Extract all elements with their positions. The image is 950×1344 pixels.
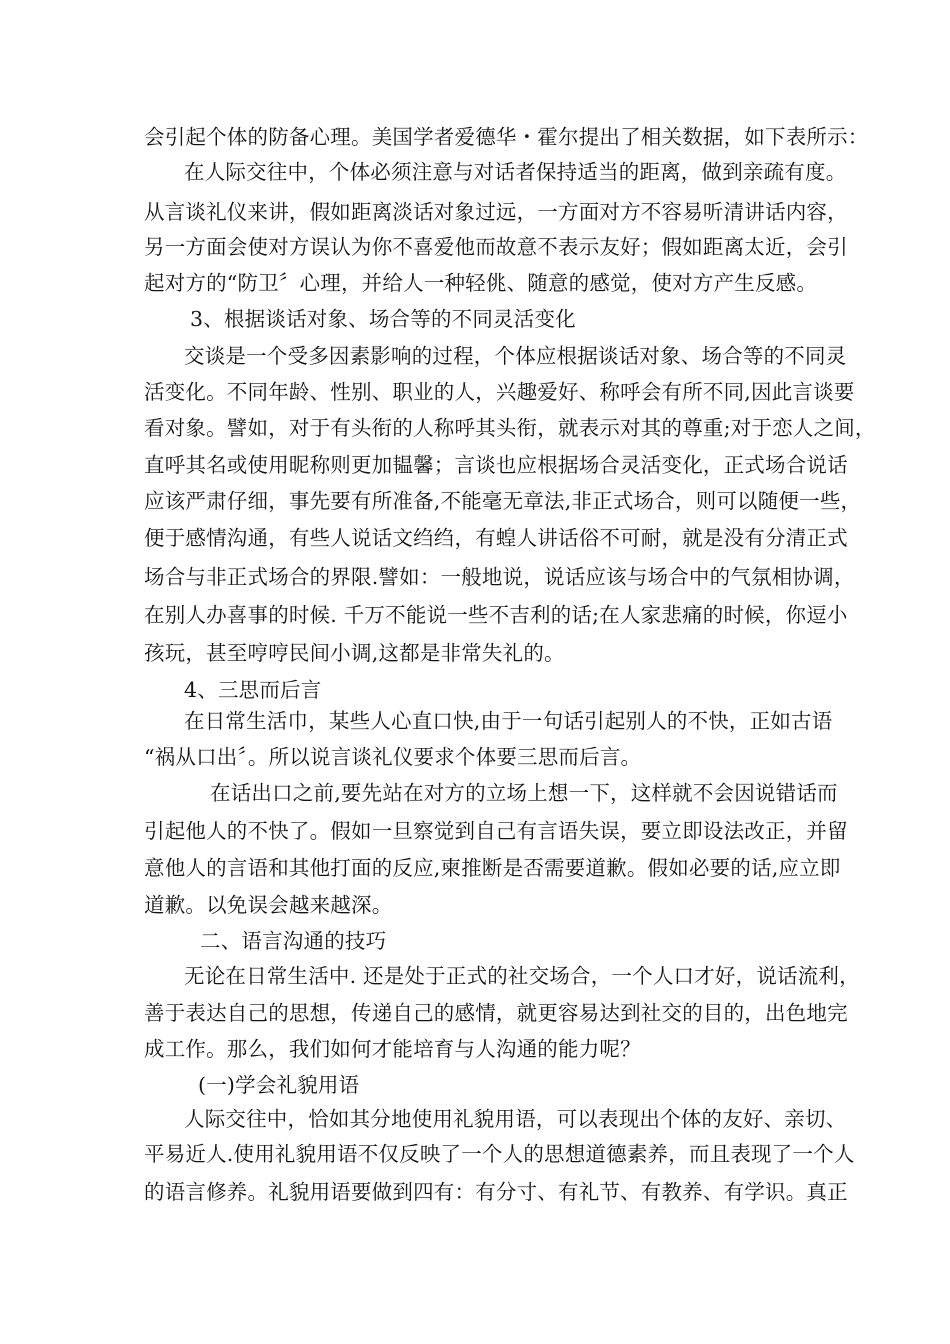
text-line: 另一方面会使对方误认为你不喜爱他而故意不表示友好；假如距离太近，会引 (144, 235, 848, 259)
text-line: 善于表达自己的思想，传递自己的感情，就更容易达到社交的目的，出色地完 (144, 1001, 848, 1025)
text-line: 活变化。不同年龄、性别、职业的人，兴趣爱好、称呼会有所不同,因此言谈要 (144, 380, 855, 404)
section-heading: 3、根据谈话对象、场合等的不同灵活变化 (190, 307, 576, 331)
text-line: 孩玩，甚至哼哼民间小调,这都是非常失礼的。 (144, 641, 565, 665)
paragraph-start-line: 在话出口之前,要先站在对方的立场上想一下，这样就不会因说错话而 (210, 781, 838, 805)
section-heading: 4、三思而后言 (184, 678, 322, 702)
text-line: 会引起个体的防备心理。美国学者爱德华・霍尔提出了相关数据，如下表所示： (144, 125, 869, 149)
section-heading: 二、语言沟通的技巧 (200, 929, 387, 953)
text-line: 的语言修养。礼貌用语要做到四有：有分寸、有礼节、有教养、有学识。真正 (144, 1180, 848, 1204)
text-line: 在别人办喜事的时候. 千万不能说一些不吉利的话;在人家悲痛的时候，你逗小 (144, 603, 848, 627)
text-line: 便于感情沟通，有些人说话文绉绉，有蝗人讲话俗不可耐，就是没有分清正式 (144, 526, 848, 550)
text-line: 道歉。以免误会越来越深。 (144, 893, 393, 917)
paragraph-start-line: 人际交往中，恰如其分地使用礼貌用语，可以表现出个体的友好、亲切、 (184, 1107, 847, 1131)
text-line: 直呼其名或使用昵称则更加韫馨；言谈也应根据场合灵活变化，正式场合说话 (144, 453, 848, 477)
paragraph-start-line: 无论在日常生活中. 还是处于正式的社交场合，一个人口才好，说话流利， (184, 964, 860, 988)
text-line: 平易近人.使用礼貌用语不仅反映了一个人的思想道德素养，而且表现了一个人 (144, 1142, 855, 1166)
text-line: 起对方的“防卫〞心理，并给人一种轻佻、随意的感觉，使对方产生反感。 (144, 271, 818, 295)
text-line: 引起他人的不快了。假如一旦察觉到自己有言语失误，要立即设法改正，并留 (144, 819, 848, 843)
text-line: 看对象。譬如，对于有头衔的人称呼其头衔，就表示对其的尊重;对于恋人之间， (144, 416, 876, 440)
text-line: 应该严肃仔细，事先要有所准备,不能毫无章法,非正式场合，则可以随便一些， (144, 489, 862, 513)
subsection-heading: (一)学会礼貌用语 (198, 1073, 360, 1097)
paragraph-start-line: 在日常生活巾，某些人心直口快,由于一句话引起别人的不快，正如古语 (184, 709, 833, 733)
text-line: 意他人的言语和其他打面的反应,柬推断是否需要道歉。假如必要的话,应立即 (144, 856, 841, 880)
text-line: 场合与非正式场合的界限.譬如：一般地说，说话应该与场合中的气氛相协调， (144, 565, 855, 589)
text-line: 成工作。那么，我们如何才能培育与人沟通的能力呢？ (144, 1037, 641, 1061)
text-line: “祸从口出〞。所以说言谈礼仪要求个体要三思而后言。 (144, 745, 642, 769)
paragraph-start-line: 在人际交往中，个体必须注意与对话者保持适当的距离，做到亲疏有度。 (184, 160, 847, 184)
text-line: 从言谈礼仪来讲，假如距离淡话对象过远，一方面对方不容易听清讲话内容， (144, 200, 848, 224)
paragraph-start-line: 交谈是一个受多因素影响的过程，个体应根据谈话对象、场合等的不同灵 (184, 344, 847, 368)
